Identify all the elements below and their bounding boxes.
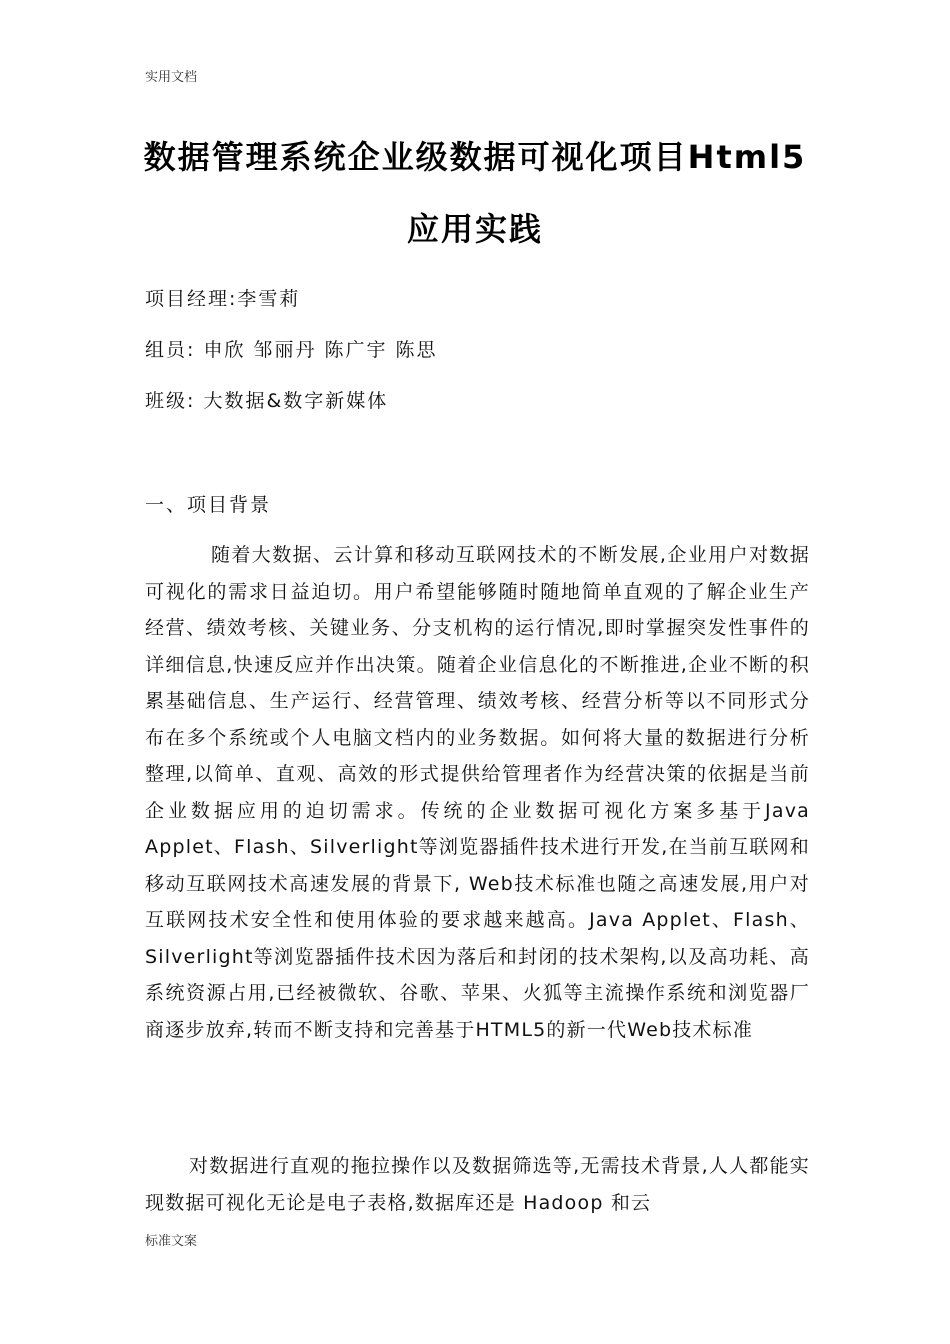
document-title-line-1: 数据管理系统企业级数据可视化项目Html5 — [143, 138, 807, 176]
project-manager: 项目经理:李雪莉 — [145, 288, 301, 310]
document-title-line-2: 应用实践 — [406, 210, 543, 248]
page-footer: 标准文案 — [145, 1234, 198, 1249]
paragraph-background: 随着大数据、云计算和移动互联网技术的不断发展,企业用户对数据可视化的需求日益迫切。用户希望能够随时随地简单直观的了解企业生产经营、绩效考核、关键业务、分支机构的运行情况,即时掌握突发性事件的详细信息,快速反应并作出决策。随着企业信息化的不断推进,企业不断的积累基础信息、生产运行、经营管理、绩效考核、经营分析等以不同形式分布在多个系统或个人电脑文档内的业务数据。如何将大量的数据进行分析整理,以简单、直观、高效的形式提供给管理者作为经营决策的依据是当前企业数据应用的迫切需求。传统的企业数据可视化方案多基于Java Applet、Flash、Silverlight等浏览器插件技术进行开发,在当前互联网和移动互联网技术高速发展的背景下, Web技术标准也随之高速发展,用户对互联网技术安全性和使用体验的要求越来越高。Java Applet、Flash、Silverlight等浏览器插件技术因为落后和封闭的技术架构,以及高功耗、高系统资源占用,已经被微软、谷歌、苹果、火狐等主流操作系统和浏览器厂商逐步放弃,转而不断支持和完善基于HTML5的新一代Web技术标准 — [145, 544, 810, 1041]
page-header: 实用文档 — [145, 70, 198, 85]
section-heading-background: 一、项目背景 — [145, 494, 272, 516]
class-info: 班级: 大数据&数字新媒体 — [145, 390, 389, 412]
team-members: 组员: 申欣 邹丽丹 陈广宇 陈思 — [145, 339, 438, 361]
paragraph-visualization: 对数据进行直观的拖拉操作以及数据筛选等,无需技术背景,人人都能实现数据可视化无论是电子表格,数据库还是 Hadoop 和云 — [145, 1155, 810, 1214]
